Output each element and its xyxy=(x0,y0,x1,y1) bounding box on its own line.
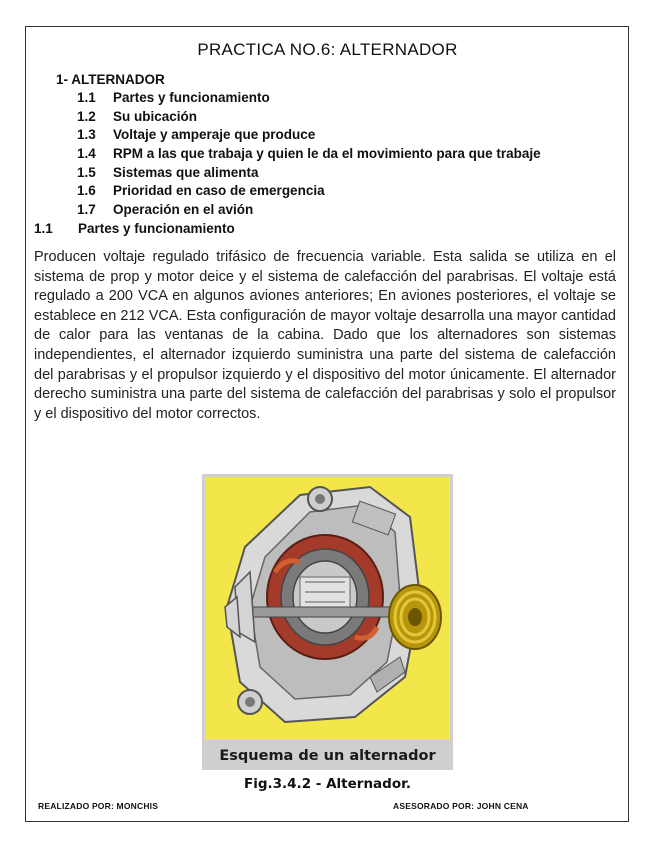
section-heading xyxy=(34,221,235,236)
toc-item xyxy=(56,201,541,220)
toc-item-number: 1.3 xyxy=(77,127,96,143)
toc-item-number: 1.5 xyxy=(77,164,96,180)
toc-item xyxy=(56,126,541,145)
toc-item-number: 1.6 xyxy=(77,183,96,199)
toc-item xyxy=(56,89,541,108)
toc-main-heading: 1- ALTERNADOR xyxy=(56,72,165,87)
footer-advisor: ASESORADO POR: JOHN CENA xyxy=(393,801,529,811)
footer-author: REALIZADO POR: MONCHIS xyxy=(38,801,159,811)
toc-item xyxy=(56,108,541,127)
figure-inner-caption: Esquema de un alternador xyxy=(219,748,436,764)
toc-item xyxy=(56,164,541,183)
toc-item-label: Su ubicación xyxy=(113,108,198,124)
toc-item-label: Partes y funcionamiento xyxy=(113,90,270,105)
toc-item-number: 1.2 xyxy=(77,108,96,124)
table-of-contents xyxy=(56,70,541,220)
toc-item-label: RPM a las que trabaja y quien le da el movimiento para que trabaje xyxy=(113,146,541,162)
alternator-illustration xyxy=(205,477,450,740)
toc-item-number: 1.7 xyxy=(77,202,96,218)
section-number: 1.1 xyxy=(34,221,53,236)
toc-item-label: Operación en el avión xyxy=(113,202,254,218)
alternator-figure xyxy=(202,474,453,770)
body-paragraph: Producen voltaje regulado trifásico de frecuencia variable. Esta salida se utiliza en el sistema de prop y motor deice y el sistema de calefacción del parabrisas. El voltaje está regulado a 200 VCA en algunos aviones anteriores; En aviones posteriores, el voltaje se establece en 212 VCA. Esta configuración de mayor voltaje desarrolla una mayor cantidad de calor para las ventanas de la cabina. Dado que los alternadores son sistemas independientes, el alternador izquierdo suministra una parte del sistema de calefacción del parabrisas y el propulsor izquierdo y el dispositivo del motor únicamente. El alternador derecho suministra una parte del sistema de calefacción del parabrisas y solo el propulsor y el dispositivo del motor correctos. xyxy=(34,249,616,422)
toc-item-label: Prioridad en caso de emergencia xyxy=(113,183,325,199)
alternator-drawing xyxy=(205,477,450,740)
toc-item-label: Sistemas que alimenta xyxy=(113,164,259,180)
section-label: Partes y funcionamiento xyxy=(78,221,235,236)
toc-item-number: 1.4 xyxy=(77,146,96,162)
toc-item-number: 1.1 xyxy=(77,90,96,105)
figure-caption: Fig.3.4.2 - Alternador. xyxy=(244,776,411,792)
page-title: PRACTICA NO.6: ALTERNADOR xyxy=(197,40,458,59)
toc-item xyxy=(56,145,541,164)
toc-item xyxy=(56,182,541,201)
toc-item-label: Voltaje y amperaje que produce xyxy=(113,127,316,143)
